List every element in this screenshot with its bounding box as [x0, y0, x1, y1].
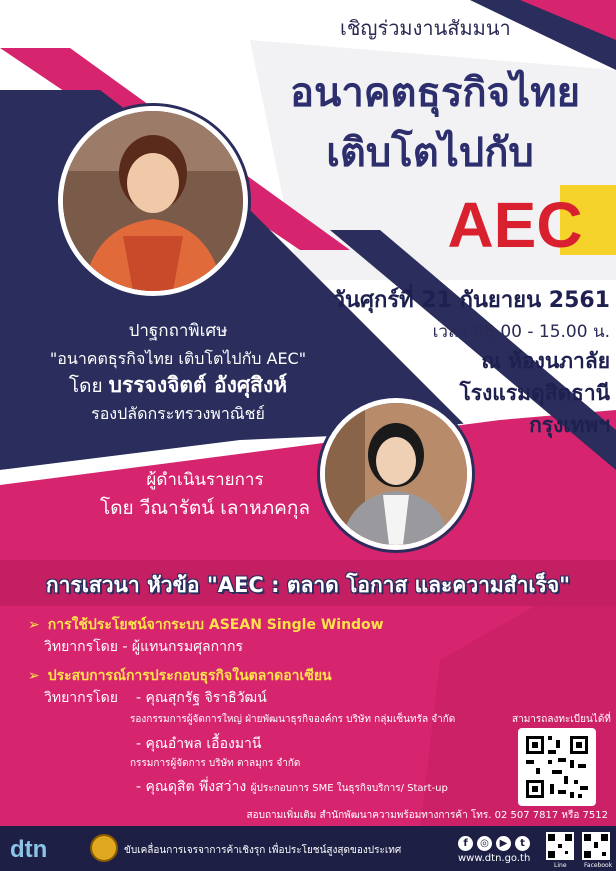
moderator-name: วีณารัตน์ เลาหภคกุล — [139, 497, 310, 519]
speaker-2-name: - คุณอำพล เอื้องมานี — [136, 736, 262, 752]
line-qr-label: Line — [554, 862, 567, 869]
registration-label: สามารถลงทะเบียนได้ที่ — [512, 714, 611, 725]
keynote-speaker — [28, 372, 328, 400]
registration-qr-code[interactable] — [518, 728, 596, 806]
contact-info: สอบถามเพิ่มเติม สำนักพัฒนาความพร้อมทางการค้า โทร. 02 507 7817 หรือ 7512 — [246, 810, 608, 821]
speaker-name: - ผู้แทนกรมศุลกากร — [122, 639, 243, 655]
twitter-icon[interactable]: t — [515, 836, 530, 851]
speaker-3 — [136, 776, 448, 798]
keynote-block — [28, 318, 328, 427]
speaker-1-title: รองกรรมการผู้จัดการใหญ่ ฝ่ายพัฒนาธุรกิจองค์กร บริษัท กลุ่มเซ็นทรัล จำกัด — [130, 714, 456, 725]
moderator-block — [40, 466, 370, 522]
title-line-2: เติบโตไปกับ — [326, 130, 534, 176]
instagram-icon[interactable]: ◎ — [477, 836, 492, 851]
keynote-label: ปาฐกถาพิเศษ — [128, 321, 228, 341]
ministry-seal-icon — [90, 834, 118, 862]
arrow-right-icon: ➢ — [28, 617, 40, 633]
title-line-1: อนาคตธุรกิจไทย — [289, 70, 581, 116]
line-qr-code[interactable] — [546, 832, 574, 860]
speaker-label: วิทยากรโดย — [44, 639, 118, 655]
keynote-name: บรรจงจิตต์ อังศุสิงห์ — [108, 373, 288, 397]
title-aec: AEC — [447, 189, 583, 261]
arrow-right-icon: ➢ — [28, 668, 40, 684]
moderator-label: ผู้ดำเนินรายการ — [146, 470, 264, 490]
panel-topic-1-speaker — [44, 636, 243, 658]
keynote-position: รองปลัดกระทรวงพาณิชย์ — [91, 404, 265, 423]
panel-topic-1 — [28, 614, 384, 636]
speaker-1-name: - คุณสุกรัฐ จิราธิวัฒน์ — [136, 690, 267, 706]
facebook-qr-code[interactable] — [582, 832, 610, 860]
panel-title: การเสวนา หัวข้อ "AEC : ตลาด โอกาส และความสำเร็จ" — [45, 573, 571, 597]
footer-slogan: ขับเคลื่อนการเจรจาการค้าเชิงรุก เพื่อประโยชน์สูงสุดของประเทศ — [124, 845, 402, 856]
moderator-by: โดย — [100, 497, 134, 519]
keynote-by: โดย — [68, 375, 103, 397]
panel-topic-2-text: ประสบการณ์การประกอบธุรกิจในตลาดอาเซียน — [47, 668, 332, 684]
moderator-speaker — [40, 494, 370, 522]
facebook-icon[interactable]: f — [458, 836, 473, 851]
panel-topic-2 — [28, 665, 332, 687]
speaker-3-title: ผู้ประกอบการ SME ในธุรกิจบริการ/ Start-up — [250, 783, 448, 794]
dtn-logo: dtn — [10, 836, 48, 863]
website-link[interactable]: www.dtn.go.th — [458, 853, 531, 864]
event-venue — [360, 345, 610, 441]
speaker-3-name: - คุณดุสิต พึ่งสว่าง — [136, 779, 247, 795]
venue-line-1: ณ ห้องนภาลัย — [481, 349, 610, 373]
facebook-qr-label: Facebook — [584, 862, 613, 869]
speaker-2-title: กรรมการผู้จัดการ บริษัท ตาลมุกร จำกัด — [130, 758, 301, 769]
youtube-icon[interactable]: ▶ — [496, 836, 511, 851]
venue-line-2: โรงแรมดุสิตธานี — [459, 381, 610, 405]
event-time: เวลา 08.00 - 15.00 น. — [432, 322, 610, 342]
venue-line-3: กรุงเทพฯ — [529, 413, 610, 437]
panel-topic-2-speaker-label: วิทยากรโดย — [44, 690, 118, 706]
invite-label: เชิญร่วมงานสัมมนา — [340, 16, 511, 40]
panel-topic-1-text: การใช้ประโยชน์จากระบบ ASEAN Single Window — [47, 617, 384, 633]
keynote-topic: "อนาคตธุรกิจไทย เติบโตไปกับ AEC" — [49, 349, 307, 368]
event-date: วันศุกร์ที่ 21 กันยายน 2561 — [332, 288, 610, 313]
keynote-speaker-photo — [58, 106, 248, 296]
